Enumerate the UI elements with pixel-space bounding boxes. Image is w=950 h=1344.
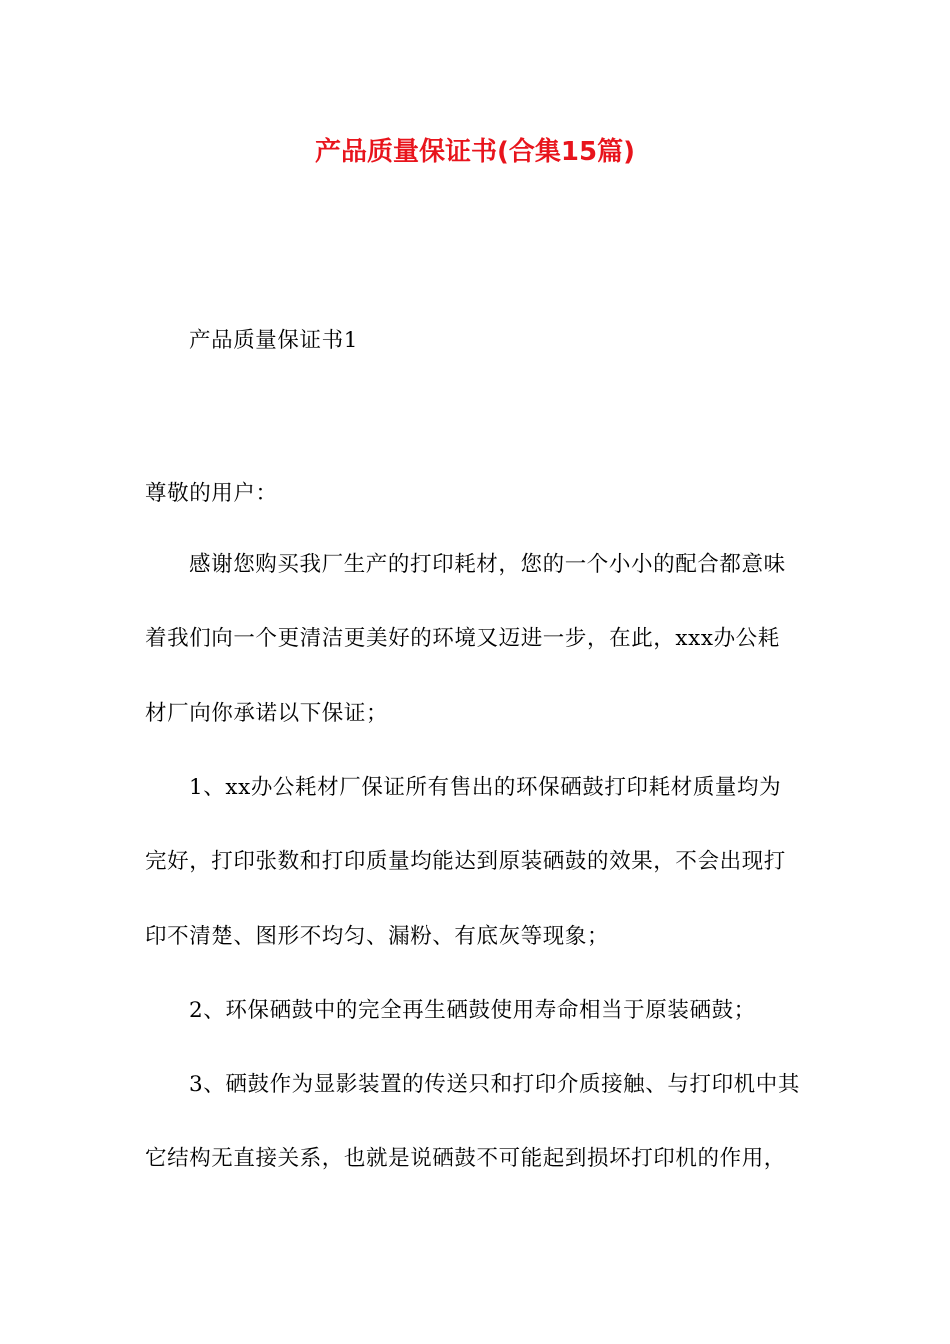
- document-title: 产品质量保证书(合集15篇): [315, 137, 635, 167]
- salutation: 尊敬的用户：: [145, 481, 278, 506]
- paragraph-line-3: 材厂向你承诺以下保证；: [145, 701, 389, 726]
- paragraph-line-5: 完好，打印张数和打印质量均能达到原装硒鼓的效果，不会出现打: [145, 849, 786, 874]
- paragraph-line-9: 它结构无直接关系，也就是说硒鼓不可能起到损坏打印机的作用，: [145, 1146, 786, 1171]
- paragraph-line-7: 2、环保硒鼓中的完全再生硒鼓使用寿命相当于原装硒鼓；: [189, 998, 756, 1023]
- paragraph-line-2: 着我们向一个更清洁更美好的环境又迈进一步，在此，xxx办公耗: [145, 626, 780, 651]
- section-heading: 产品质量保证书1: [189, 328, 358, 353]
- paragraph-line-6: 印不清楚、图形不均匀、漏粉、有底灰等现象；: [145, 924, 610, 949]
- paragraph-line-4: 1、xx办公耗材厂保证所有售出的环保硒鼓打印耗材质量均为: [189, 775, 782, 800]
- paragraph-line-8: 3、硒鼓作为显影装置的传送只和打印介质接触、与打印机中其: [189, 1072, 800, 1097]
- paragraph-line-1: 感谢您购买我厂生产的打印耗材，您的一个小小的配合都意味: [189, 552, 786, 577]
